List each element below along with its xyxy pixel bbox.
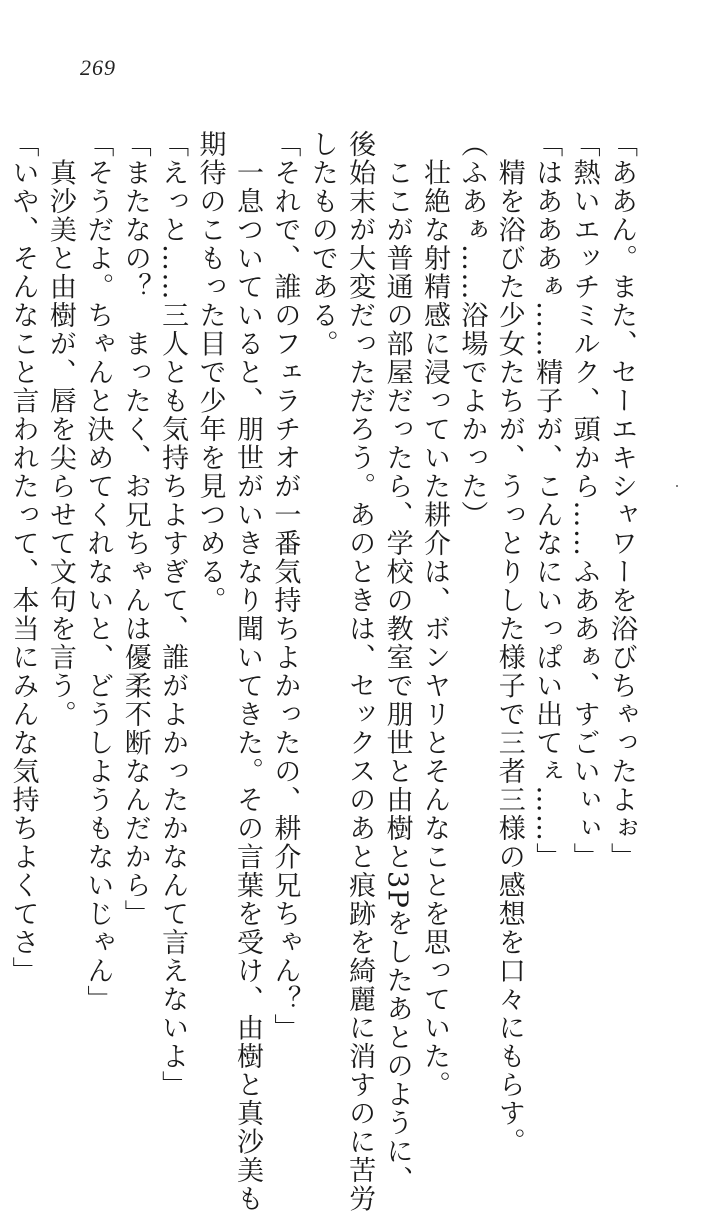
text-line: 「熱いエッチミルク、頭から……ふああぁ、すごいぃぃ」	[568, 130, 600, 871]
text-line: 壮絶な射精感に浸っていた耕介は、ボンヤリとそんなことを思っていた。	[418, 130, 450, 1099]
text-line: （ふあぁ……浴場でよかった）	[456, 130, 488, 529]
text-line: 「いや、そんなこと言われたって、本当にみんな気持ちよくてさ」	[7, 130, 39, 985]
text-line: 「そうだよ。ちゃんと決めてくれないと、どうしようもないじゃん」	[82, 130, 114, 1014]
text-line: 一息ついていると、朋世がいきなり聞いてきた。その言葉を受け、由樹と真沙美も	[231, 130, 263, 1213]
page-number: 269	[80, 55, 116, 80]
text-line: 真沙美と由樹が、唇を尖らせて文句を言う。	[44, 130, 76, 729]
text-line: 「またなの？ まったく、お兄ちゃんは優柔不断なんだから」	[119, 130, 151, 928]
vertical-body-text	[7, 130, 640, 1213]
text-line: したものである。	[306, 130, 338, 358]
text-line: 精を浴びた少女たちが、うっとりした様子で三者三様の感想を口々にもらす。	[493, 130, 525, 1156]
text-line: 後始末が大変だっただろう。あのときは、セックスのあと痕跡を綺麗に消すのに苦労	[344, 130, 376, 1213]
text-line: 期待のこもった目で少年を見つめる。	[194, 130, 226, 615]
text-line: ここが普通の部屋だったら、学校の教室で朋世と由樹と3Pをしたあとのように、	[381, 130, 413, 1195]
text-line: 「ああん。また、セーエキシャワーを浴びちゃったよぉ」	[606, 130, 637, 871]
text-line: 「それで、誰のフェラチオが一番気持ちよかったの、耕介兄ちゃん？」	[269, 130, 301, 1042]
text-line: 「えっと……三人とも気持ちよすぎて、誰がよかったかなんて言えないよ」	[157, 130, 189, 1099]
paper-speck	[676, 485, 678, 487]
text-line: 「はあああぁ……精子が、こんなにいっぱい出てぇ……」	[531, 130, 563, 871]
